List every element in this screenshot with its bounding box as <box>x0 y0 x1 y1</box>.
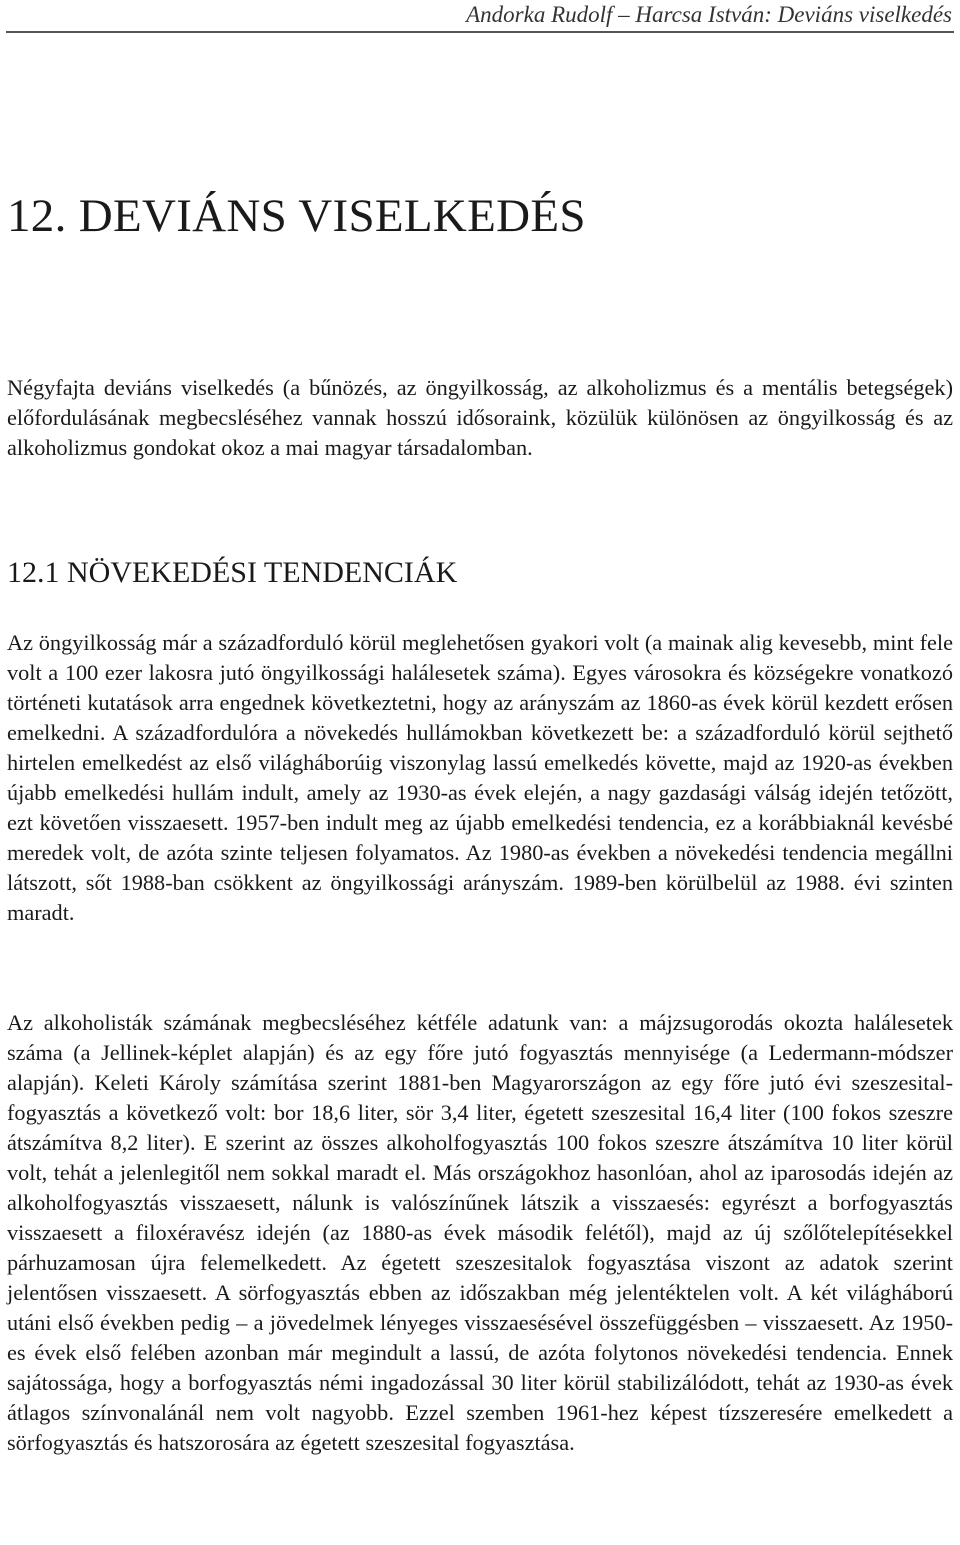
section-title: 12.1 NÖVEKEDÉSI TENDENCIÁK <box>7 556 458 589</box>
intro-paragraph: Négyfajta deviáns viselkedés (a bűnözés, az öngyilkosság, az alkoholizmus és a mentális betegségek) előfordulásának megbecsléséhez vannak hosszú idősoraink, közülük különösen az öngyilkosság és az alkoholizmus gondokat okoz a mai magyar társadalomban. <box>7 375 953 460</box>
suicide-paragraph: Az öngyilkosság már a századforduló körül meglehetősen gyakori volt (a mainak alig kevesebb, mint fele volt a 100 ezer lakosra jutó öngyilkossági halálesetek száma). Egyes városokra és községekre vonatkozó történeti kutatások arra engednek következtetni, hogy az arányszám az 1860-as évek körül kezdett erősen emelkedni. A századfordulóra a növekedés hullámokban következett be: a századforduló körül sejthető hirtelen emelkedést az első világháborúig viszonylag lassú emelkedés követte, majd az 1920-as években újabb emelkedési hullám indult, amely az 1930-as évek elején, a nagy gazdasági válság idején tetőzött, ezt követően visszaesett. 1957-ben indult meg az újabb emelkedési tendencia, ez a korábbiaknál kevésbé meredek volt, de azóta szinte teljesen folyamatos. Az 1980-as években a növekedési tendencia megállni látszott, sőt 1988-ban csökkent az öngyilkossági arányszám. 1989-ben körülbelül az 1988. évi szinten maradt. <box>7 630 953 925</box>
header-divider <box>6 31 954 33</box>
chapter-title: 12. DEVIÁNS VISELKEDÉS <box>7 190 586 242</box>
alcoholism-paragraph: Az alkoholisták számának megbecsléséhez kétféle adatunk van: a májzsugorodás okozta halálesetek száma (a Jellinek-képlet alapján) és az egy főre jutó fogyasztás mennyisége (a Ledermann-módszer alapján). Keleti Károly számítása szerint 1881-ben Magyarországon az egy főre jutó évi szeszesital-fogyasztás a következő volt: bor 18,6 liter, sör 3,4 liter, égetett szeszesital 16,4 liter (100 fokos szeszre átszámítva 8,2 liter). E szerint az összes alkoholfogyasztás 100 fokos szeszre átszámítva 10 liter körül volt, tehát a jelenlegitől nem sokkal maradt el. Más országokhoz hasonlóan, ahol az iparosodás idején az alkoholfogyasztás visszaesett, nálunk is valószínűnek látszik a visszaesés: egyrészt a borfogyasztás visszaesett a filoxéravész idején (az 1880-as évek második felétől), majd az új szőlőtelepítésekkel párhuzamosan újra felemelkedett. Az égetett szeszesitalok fogyasztása viszont az adatok szerint jelentősen visszaesett. A sörfogyasztás ebben az időszakban még jelentéktelen volt. A két világháború utáni első években pedig – a jövedelmek lényeges visszaesésével összefüggésben – visszaesett. Az 1950-es évek első felében azonban már megindult a lassú, de azóta folytonos növekedési tendencia. Ennek sajátossága, hogy a borfogyasztás némi ingadozással 30 liter körül stabilizálódott, tehát az 1930-as évek átlagos színvonalánál nem volt nagyobb. Ezzel szemben 1961-hez képest tízszeresére emelkedett a sörfogyasztás és hatszorosára az égetett szeszesital fogyasztása. <box>7 1010 953 1455</box>
running-header: Andorka Rudolf – Harcsa István: Deviáns viselkedés <box>466 2 952 27</box>
